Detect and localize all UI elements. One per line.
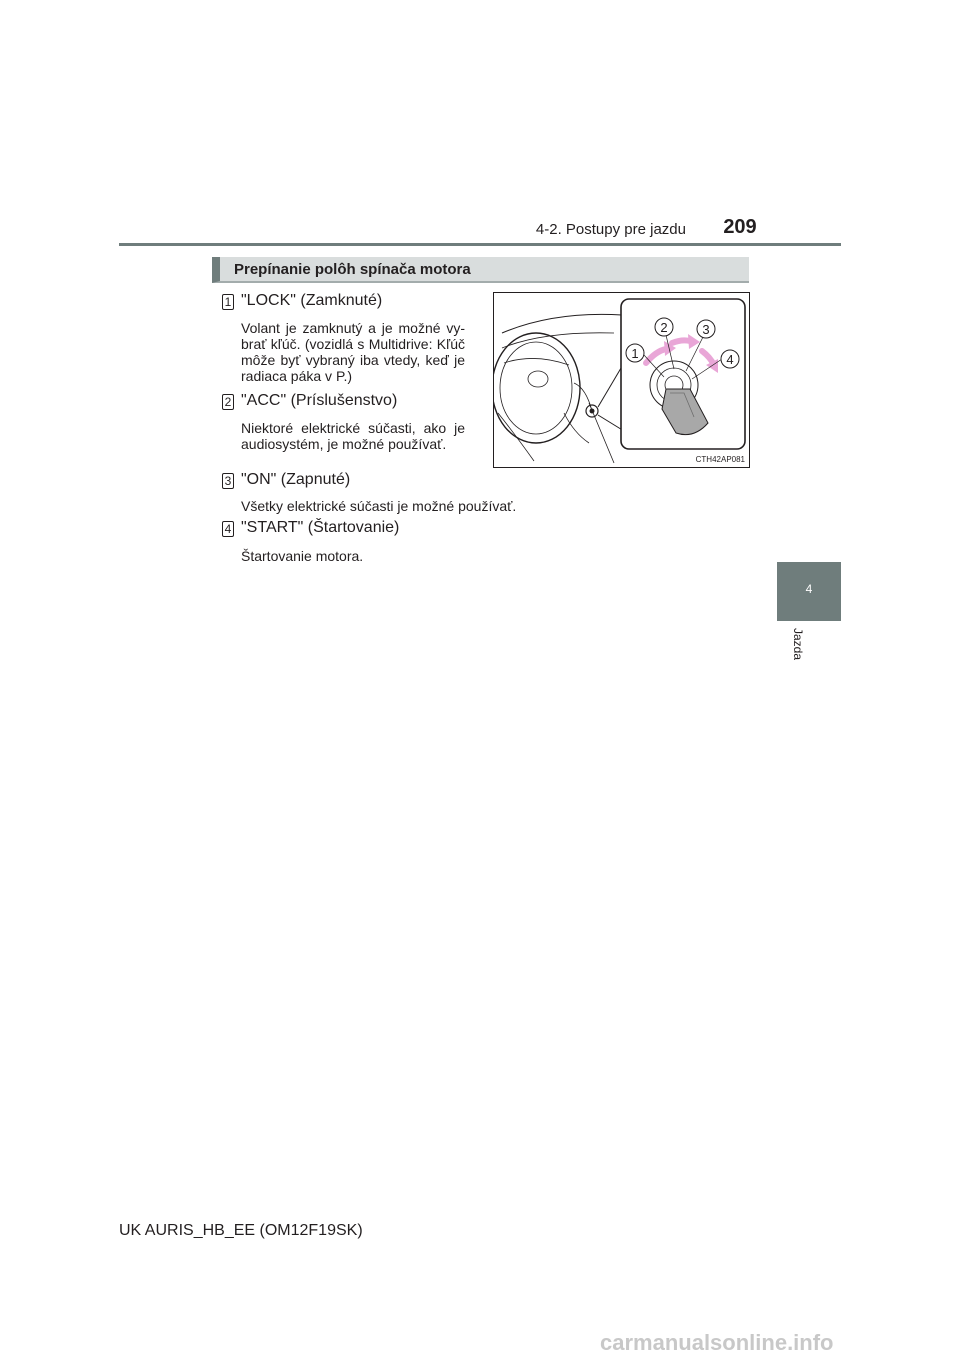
ignition-switch-figure	[493, 292, 750, 468]
chapter-tab-label: Jazda	[791, 628, 805, 661]
callout-2: 2	[660, 320, 668, 335]
watermark: carmanualsonline.info	[600, 1330, 834, 1355]
chapter-tab-number: 4	[805, 582, 813, 596]
page-number: 209	[723, 216, 757, 238]
steering-wheel-icon	[494, 333, 580, 443]
section-heading-bar	[212, 257, 749, 283]
callout-1: 1	[631, 346, 639, 361]
item-title: "START" (Štartovanie)	[241, 519, 400, 536]
figure-code: CTH42AP081	[695, 455, 745, 464]
arrow-icon	[672, 340, 690, 343]
section-heading: Prepínanie polôh spínača motora	[234, 261, 471, 278]
chapter-tab	[777, 562, 841, 621]
item-title: "ON" (Zapnuté)	[241, 471, 351, 488]
document-code: UK AURIS_HB_EE (OM12F19SK)	[119, 1222, 363, 1239]
item-description: Volant je zamknutý a je možné vy-brať kľúč. (vozidlá s Multidrive: Kľúč môže byť vybraný iba vtedy, keď je radiaca páka v P.)	[241, 320, 465, 384]
item-marker: 3	[222, 473, 234, 489]
item-description: Štartovanie motora.	[241, 548, 364, 564]
item-marker: 1	[222, 294, 234, 310]
item-description: Všetky elektrické súčasti je možné používať.	[241, 498, 517, 514]
callout-4: 4	[726, 352, 734, 367]
callout-3: 3	[702, 322, 710, 337]
item-title: "LOCK" (Zamknuté)	[241, 292, 383, 309]
header-rule	[119, 243, 841, 246]
ignition-switch-illustration	[494, 293, 751, 469]
item-description: Niektoré elektrické súčasti, ako je audiosystém, je možné používať.	[241, 420, 465, 452]
item-title: "ACC" (Príslušenstvo)	[241, 392, 398, 409]
section-title: 4-2. Postupy pre jazdu	[535, 221, 686, 238]
item-marker: 4	[222, 521, 234, 537]
item-marker: 2	[222, 394, 234, 410]
